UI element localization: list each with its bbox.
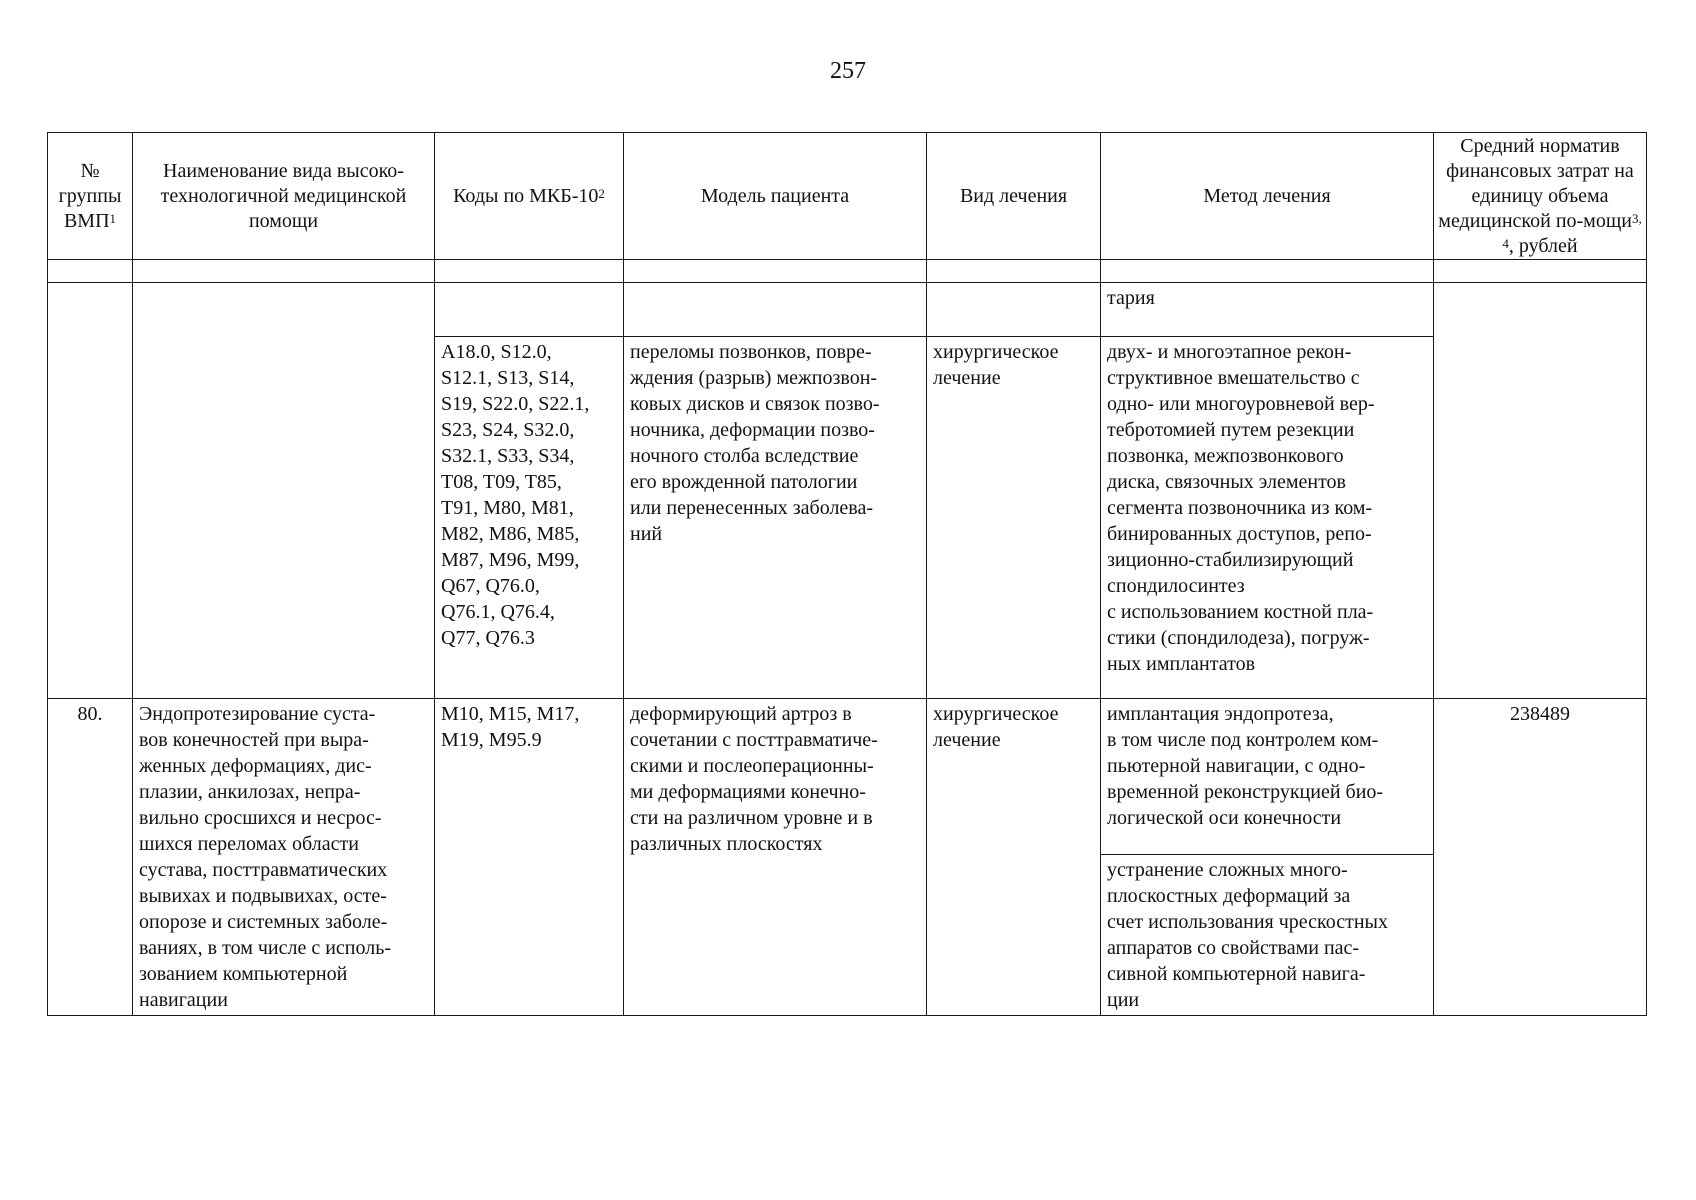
patient-model-cell: переломы позвонков, повре- ждения (разрыв) межпозвон- ковых дисков и связок позво- ночника, деформации позво- ночного столба вследствие его врожденной патологии или перенесенных заболева- ний bbox=[624, 337, 927, 699]
page-number: 257 bbox=[830, 58, 866, 84]
name-cell: Эндопротезирование суста- вов конечностей при выра- женных деформациях, дис- плазии, анкилозах, непра- вильно сросшихся и несрос- шихся переломах области сустава, посттравматических вывихах и подвывихах, осте- опорозе и системных заболе- ваниях, в том числе с исполь- зованием компьютерной навигации bbox=[133, 699, 435, 1016]
method-cell-1: имплантация эндопротеза, в том числе под контролем ком- пьютерной навигации, с одно- временной реконструкцией био- логической оси конечности bbox=[1101, 699, 1434, 855]
header-row bbox=[48, 133, 1647, 260]
header-treatment-method: Метод лечения bbox=[1101, 133, 1434, 260]
group-no-cell: 80. bbox=[48, 699, 133, 1016]
cost-cell-empty bbox=[1434, 283, 1647, 699]
header-codes: Коды по МКБ-$10^2$ bbox=[435, 133, 624, 260]
spacer-row bbox=[48, 260, 1647, 283]
header-name: Наименование вида высоко-технологичной медицинской помощи bbox=[133, 133, 435, 260]
method-cell: двух- и многоэтапное рекон- структивное вмешательство с одно- или многоуровневой вер- тебротомией путем резекции позвонка, межпозвонкового диска, связочных элементов сегмента позвоночника из ком- бинированных доступов, репо- зиционно-стабилизирующий спондилосинтез с использованием костной пла- стики (спондилодеза), погруж- ных имплантатов bbox=[1101, 337, 1434, 699]
cost-cell: 238489 bbox=[1434, 699, 1647, 1016]
patient-model-cell: деформирующий артроз в сочетании с посттравматиче- скими и послеоперационны- ми деформациями конечно- сти на различном уровне и в различных плоскостях bbox=[624, 699, 927, 1016]
table-row bbox=[48, 283, 1647, 337]
table-row bbox=[48, 699, 1647, 855]
header-patient-model: Модель пациента bbox=[624, 133, 927, 260]
header-cost: Средний норматив финансовых затрат на единицу объема медицинской по-мощи$^{3, 4}$, рублей bbox=[1434, 133, 1647, 260]
codes-cell: M10, M15, M17, M19, M95.9 bbox=[435, 699, 624, 1016]
header-treatment-type: Вид лечения bbox=[927, 133, 1101, 260]
treatment-type-cell: хирургическое лечение bbox=[927, 699, 1101, 1016]
header-group-no: № группы ВМП$^1$ bbox=[48, 133, 133, 260]
method-continuation: тария bbox=[1101, 283, 1434, 337]
codes-cell: A18.0, S12.0, S12.1, S13, S14, S19, S22.0, S22.1, S23, S24, S32.0, S32.1, S33, S34, T08, T09, T85, T91, M80, M81, M82, M86, M85, M87, M96, M99, Q67, Q76.0, Q76.1, Q76.4, Q77, Q76.3 bbox=[435, 337, 624, 699]
treatment-type-cell: хирургическое лечение bbox=[927, 337, 1101, 699]
method-cell-2: устранение сложных много- плоскостных деформаций за счет использования чрескостных аппаратов со свойствами пас- сивной компьютерной навига- ции bbox=[1101, 855, 1434, 1016]
vmp-table bbox=[47, 132, 1647, 1016]
